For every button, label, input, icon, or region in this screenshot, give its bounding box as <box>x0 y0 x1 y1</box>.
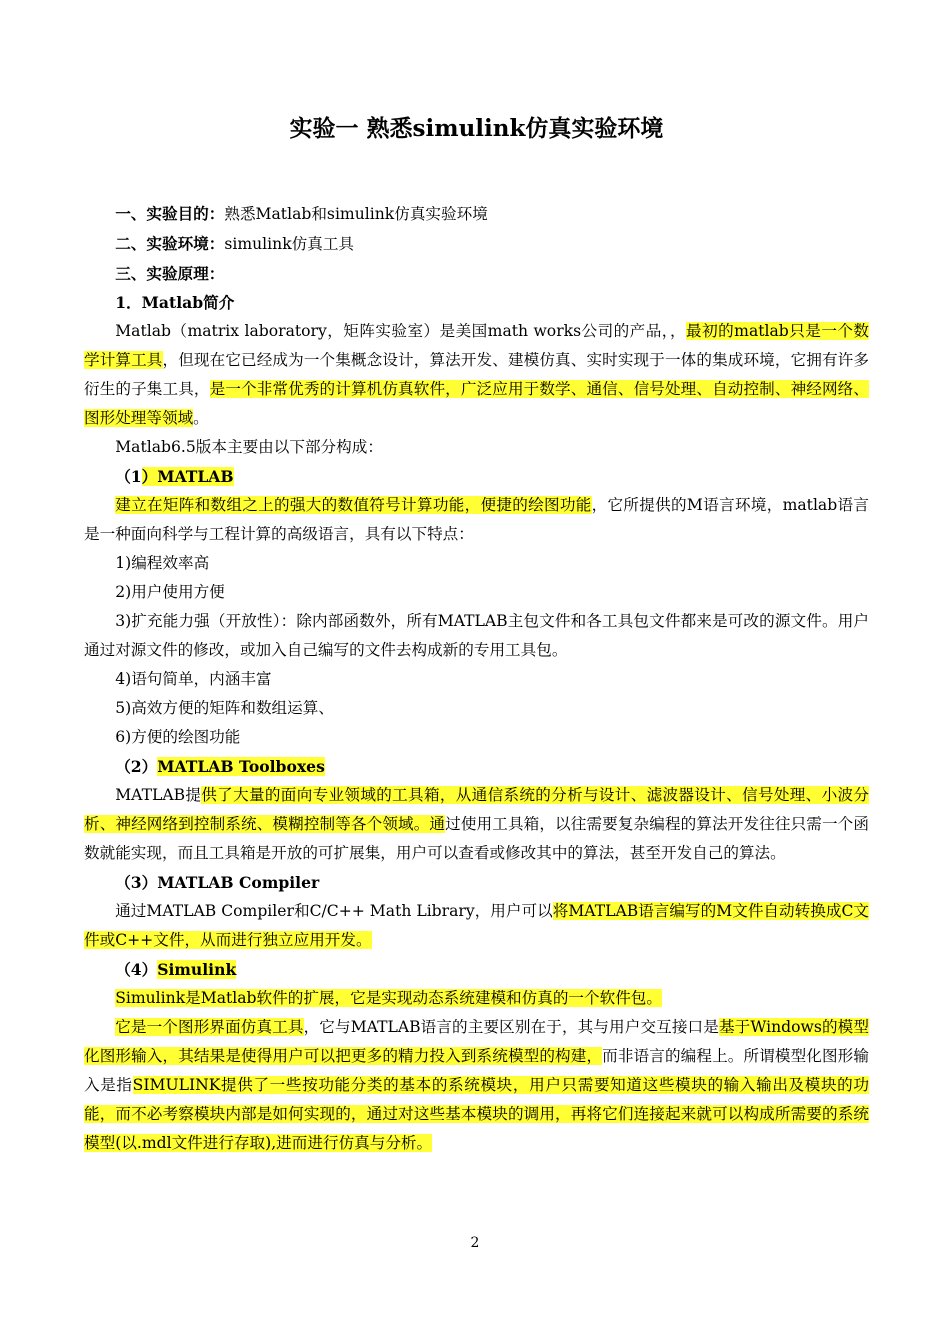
intro-paragraph-1 <box>84 317 869 433</box>
intro-text-b: ，但现在它已经成为一个集概念设计，算法开发、建模仿真、实时实现于一体的集成环境，它拥有许多衍生的子集工具， <box>84 351 869 398</box>
toolboxes-heading-prefix: （2） <box>115 757 158 776</box>
compiler-highlight: 将MATLAB语言编写的M文件自动转换成C文件或C++文件，从而进行独立应用开发。 <box>84 902 869 949</box>
compiler-paragraph <box>84 897 869 955</box>
toolboxes-highlight: 供了大量的面向专业领域的工具箱，从通信系统的分析与设计、滤波器设计、信号处理、小波分析、神经网络到控制系统、模糊控制等各个领域。通 <box>84 786 869 833</box>
simulink-heading <box>84 955 869 984</box>
simulink-heading-highlight: Simulink <box>157 960 237 979</box>
document-title: 实验一 熟悉simulink仿真实验环境 <box>289 115 664 142</box>
matlab-heading <box>84 462 869 491</box>
compiler-heading: （3）MATLAB Compiler <box>115 873 320 892</box>
environment-text: simulink仿真工具 <box>224 235 355 253</box>
toolboxes-paragraph <box>84 781 869 868</box>
intro-highlight-1: 最初的matlab只是一个数学计算工具 <box>84 322 869 369</box>
matlab-text: ，它所提供的M语言环境，matlab语言是一种面向科学与工程计算的高级语言，具有以下特点： <box>84 496 869 543</box>
matlab-paragraph <box>84 491 869 549</box>
feature-item: 5)高效方便的矩阵和数组运算、 <box>115 699 334 717</box>
simulink-text-a: ，它与MATLAB语言的主要区别在于，其与用户交互接口是 <box>303 1018 719 1036</box>
feature-item: 1)编程效率高 <box>115 554 210 572</box>
simulink-highlight-2: 它是一个图形界面仿真工具 <box>115 1018 304 1036</box>
simulink-highlight-3: 基于Windows的模型化图形输入，其结果是使得用户可以把更多的精力投入到系统模型的构建， <box>84 1018 869 1065</box>
intro-highlight-2: 是一个非常优秀的计算机仿真软件，广泛应用于数学、通信、信号处理、自动控制、神经网络、图形处理等领域 <box>84 380 869 427</box>
feature-item: 4)语句简单，内涵丰富 <box>115 670 272 688</box>
simulink-highlight-1: Simulink是Matlab软件的扩展，它是实现动态系统建模和仿真的一个软件包。 <box>115 989 662 1007</box>
toolboxes-text-b: 过使用工具箱，以往需要复杂编程的算法开发往往只需一个函数就能实现，而且工具箱是开放的可扩展集，用户可以查看或修改其中的算法，甚至开发自己的算法。 <box>84 815 869 862</box>
compiler-text: 通过MATLAB Compiler和C/C++ Math Library，用户可以 <box>115 902 553 920</box>
toolboxes-heading <box>84 752 869 781</box>
matlab-heading-prefix: （1 <box>115 467 142 486</box>
matlab-heading-highlight: ）MATLAB <box>141 467 234 486</box>
purpose-line <box>84 199 869 229</box>
feature-item: 6)方便的绘图功能 <box>115 728 241 746</box>
environment-label: 二、实验环境： <box>115 234 225 253</box>
environment-line <box>84 229 869 259</box>
simulink-text-b: 而非语言的编程上。所谓模型化图形输入是指 <box>84 1047 869 1094</box>
simulink-heading-prefix: （4） <box>115 960 158 979</box>
simulink-highlight-4: SIMULINK提供了一些按功能分类的基本的系统模块，用户只需要知道这些模块的输入输出及模块的功能，而不必考察模块内部是如何实现的，通过对这些基本模块的调用，再将它们连接起来就可以构成所需要的系统模型(以.mdl文件进行存取),进而进行仿真与分析。 <box>84 1076 869 1152</box>
page-number: 2 <box>470 1235 480 1251</box>
purpose-label: 一、实验目的： <box>115 204 225 223</box>
feature-item: 3)扩充能力强（开放性）：除内部函数外，所有MATLAB主包文件和各工具包文件都来是可改的源文件。用户通过对源文件的修改，或加入自己编写的文件去构成新的专用工具包。 <box>84 612 869 659</box>
principle-heading: 三、实验原理： <box>115 264 225 283</box>
purpose-text: 熟悉Matlab和simulink仿真实验环境 <box>224 205 488 223</box>
toolboxes-text-a: MATLAB提 <box>115 786 202 804</box>
toolboxes-heading-highlight: MATLAB Toolboxes <box>157 757 325 776</box>
intro-paragraph-2: Matlab6.5版本主要由以下部分构成： <box>115 438 383 456</box>
feature-item: 2)用户使用方便 <box>115 583 225 601</box>
simulink-paragraph-1 <box>84 984 869 1013</box>
matlab-intro-heading: 1．Matlab简介 <box>115 293 235 312</box>
document-body <box>84 199 869 1158</box>
intro-text-c: 。 <box>193 409 209 427</box>
intro-text-a: Matlab（matrix laboratory，矩阵实验室）是美国math works公司的产品，， <box>115 322 687 340</box>
matlab-highlight: 建立在矩阵和数组之上的强大的数值符号计算功能，便捷的绘图功能 <box>115 496 592 514</box>
simulink-paragraph-2 <box>84 1013 869 1158</box>
